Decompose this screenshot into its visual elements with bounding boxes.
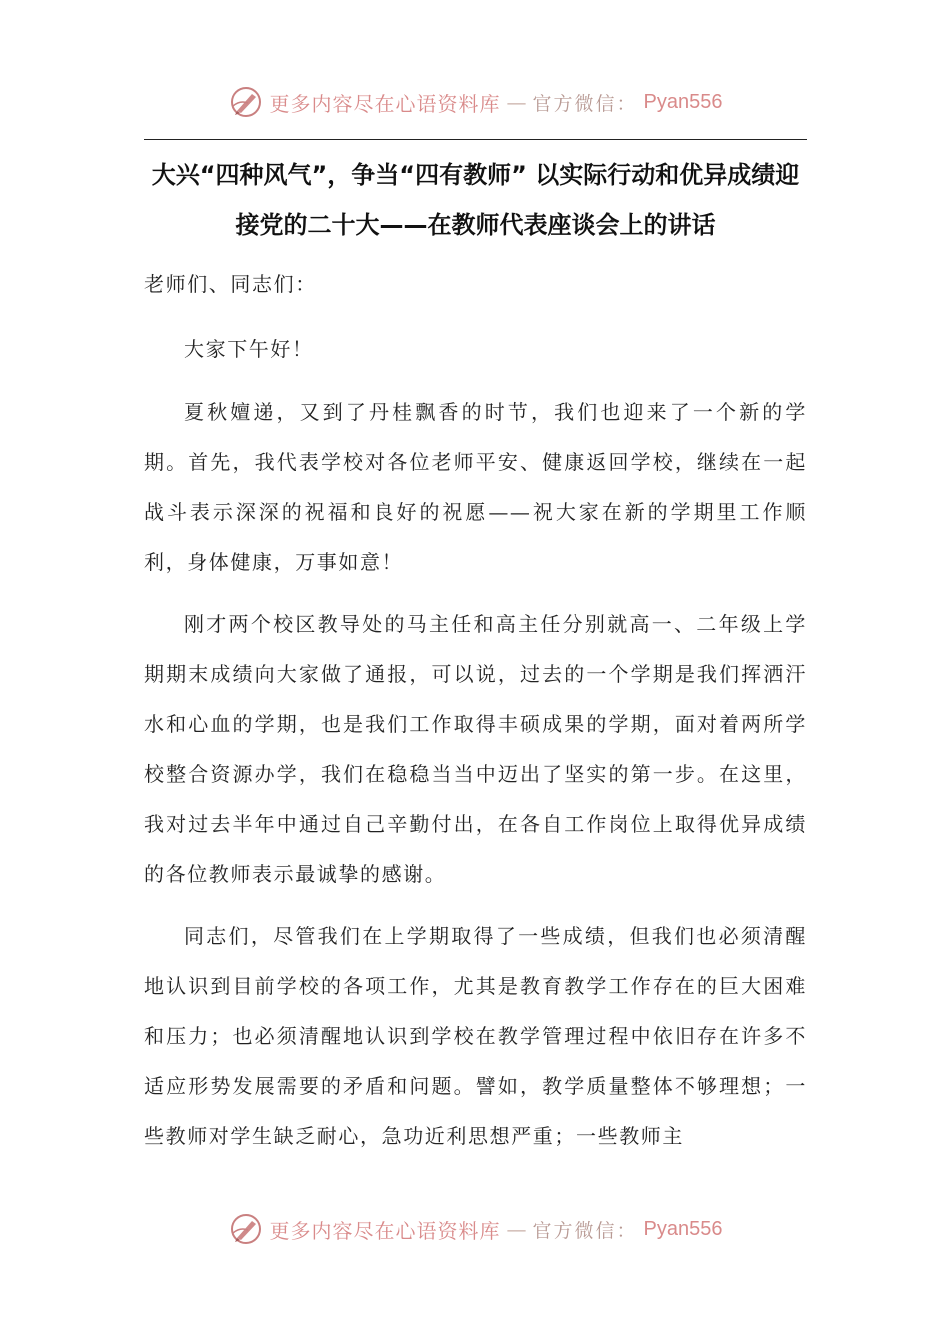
paragraph: 同志们，尽管我们在上学期取得了一些成绩，但我们也必须清醒地认识到目前学校的各项工作，尤其是教育教学工作存在的巨大困难和压力；也必须清醒地认识到学校在教学管理过程中依旧存在许多不适应形势发展需要的矛盾和问题。譬如，教学质量整体不够理想；一些教师对学生缺乏耐心，急功近利思想严重；一些教师主 <box>144 924 807 1148</box>
paragraph: 大家下午好！ <box>184 337 314 361</box>
salutation: 老师们、同志们： <box>144 272 317 296</box>
document-body <box>144 262 807 1173</box>
document-title: 大兴“四种风气”，争当“四有教师” 以实际行动和优异成绩迎接党的二十大——在教师代表座谈会上的讲话 <box>151 161 800 239</box>
watermark-separator: — <box>506 90 527 114</box>
header-divider <box>144 139 807 140</box>
watermark-wechat-label: 官方微信： <box>532 92 638 115</box>
watermark-brand-text: 更多内容尽在心语资料库 <box>269 1218 501 1243</box>
pen-logo-icon <box>228 1211 264 1247</box>
watermark-wechat-id: Pyan556 <box>643 90 723 113</box>
watermark-brand-text: 更多内容尽在心语资料库 <box>269 91 501 116</box>
watermark-wechat-label: 官方微信： <box>532 1219 638 1242</box>
header-watermark <box>0 80 950 124</box>
paragraph: 刚才两个校区教导处的马主任和高主任分别就高一、二年级上学期期末成绩向大家做了通报，可以说，过去的一个学期是我们挥洒汗水和心血的学期，也是我们工作取得丰硕成果的学期，面对着两所学校整合资源办学，我们在稳稳当当中迈出了坚实的第一步。在这里，我对过去半年中通过自己辛勤付出，在各自工作岗位上取得优异成绩的各位教师表示最诚挚的感谢。 <box>144 612 807 886</box>
watermark-wechat-id: Pyan556 <box>643 1217 723 1240</box>
watermark-separator: — <box>506 1217 527 1241</box>
footer-watermark <box>0 1207 950 1251</box>
paragraph: 夏秋嬗递，又到了丹桂飘香的时节，我们也迎来了一个新的学期。首先，我代表学校对各位老师平安、健康返回学校，继续在一起战斗表示深深的祝福和良好的祝愿——祝大家在新的学期里工作顺利，身体健康，万事如意！ <box>144 400 807 574</box>
pen-logo-icon <box>228 84 264 120</box>
